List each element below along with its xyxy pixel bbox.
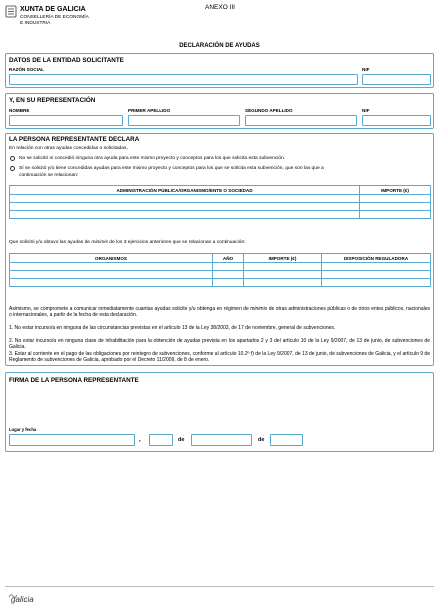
representative-section-title: Y, EN SU REPRESENTACIÓN (9, 97, 96, 104)
asimismo-paragraph: Asimismo, se compromete a comunicar inmediatamente cuantas ayudas solicite y/u obtenga en régimen de minimis de otras administraciones públicas o de otros entes públicos, nacionales o internacionales, a partir de la fecha de esta declaración. (9, 306, 430, 319)
minimis-statement: Que solicitó y/u obtuvo las ayudas de minimis de los 3 ejercicios anteriores que se relacionan a continuación: (9, 240, 246, 245)
xunta-shield-icon (5, 5, 17, 18)
option-yes-aid-label-line2: continuación se relacionan: (19, 173, 79, 178)
annex-label: ANEXO III (205, 4, 235, 11)
segundo-apellido-label: SEGUNDO APELLIDO (245, 108, 293, 113)
lugar-field[interactable] (9, 434, 135, 446)
galicia-logo-text: galicia (11, 595, 34, 604)
table-row[interactable] (10, 211, 431, 219)
xunta-logo (5, 5, 125, 35)
table-row[interactable] (10, 279, 431, 287)
primer-apellido-label: PRIMER APELLIDO (128, 108, 171, 113)
comma-separator: , (139, 437, 141, 443)
de-label-2: de (258, 437, 265, 443)
table-header-administracion: ADMINISTRACIÓN PÚBLICA/ORGANISMO/ENTE O SOCIEDAD (10, 186, 360, 195)
document-title: DECLARACIÓN DE AYUDAS (179, 43, 260, 49)
table-header-organismos: ORGANISMOS (10, 254, 213, 263)
declaration-item-2: 2. No estar incurso/a en ninguna clase de inhabilitación para la obtención de ayudas prevista en los apartados 2 y 3 del artículo 10 de la Ley 9/2007, de 13 de junio, de subvenciones de Galicia. (9, 338, 430, 351)
nombre-field[interactable] (9, 115, 123, 126)
declaration-item-3: 3. Estar al corriente en el pago de las obligaciones por reintegro de subvenciones, conforme al artículo 10.2º f) de la Ley 9/2007, de 13 de junio, de subvenciones de Galicia, y el artículo 9 de Reglamento de subvenciones de Galicia, aprobado por el Decreto 11/2009, de 8 de enero. (9, 351, 430, 364)
table-row[interactable] (10, 195, 431, 203)
footer-divider (5, 586, 434, 587)
option-yes-aid-radio[interactable] (10, 166, 15, 171)
option-no-aid-label: No se solicitó ni concedió ninguna otra ayuda para este mismo proyecto y conceptos para los que solicita esta subvención. (19, 156, 286, 161)
nombre-label: NOMBRE (9, 108, 30, 113)
declaration-item-1: 1. No estar incurso/a en ninguna de las circunstancias previstas en el artículo 13 de la Ley 38/2003, de 17 de noviembre, general de subvenciones. (9, 325, 336, 331)
table-header-importe: IMPORTE (€) (360, 186, 431, 195)
logo-subtitle-2: E INDUSTRIA (20, 21, 51, 26)
table-header-ano: AÑO (213, 254, 244, 263)
representative-nif-field[interactable] (362, 115, 431, 126)
option-no-aid-radio[interactable] (10, 156, 15, 161)
applicant-section-title: DATOS DE LA ENTIDAD SOLICITANTE (9, 57, 124, 64)
galicia-logo (9, 593, 49, 607)
razon-social-label: RAZÓN SOCIAL (9, 67, 44, 72)
declaration-section-title: LA PERSONA REPRESENTANTE DECLARA (9, 136, 140, 143)
declaration-intro: En relación con otras ayudas concedidas o solicitadas, (9, 146, 128, 151)
segundo-apellido-field[interactable] (245, 115, 357, 126)
year-field[interactable] (270, 434, 303, 446)
primer-apellido-field[interactable] (128, 115, 240, 126)
applicant-nif-label: NIF (362, 67, 370, 72)
representative-nif-label: NIF (362, 108, 370, 113)
logo-title: XUNTA DE GALICIA (20, 6, 86, 13)
table-row[interactable] (10, 203, 431, 211)
minimis-aids-table (9, 253, 431, 287)
day-field[interactable] (149, 434, 173, 446)
razon-social-field[interactable] (9, 74, 358, 85)
month-field[interactable] (191, 434, 252, 446)
other-aids-table (9, 185, 431, 219)
signature-section-title: FIRMA DE LA PERSONA REPRESENTANTE (9, 377, 139, 384)
table-header-importe-2: IMPORTE (€) (244, 254, 322, 263)
applicant-nif-field[interactable] (362, 74, 431, 85)
lugar-fecha-label: Lugar y fecha (9, 427, 37, 432)
table-row[interactable] (10, 263, 431, 271)
logo-subtitle-1: CONSELLERÍA DE ECONOMÍA (20, 15, 89, 20)
de-label-1: de (178, 437, 185, 443)
table-row[interactable] (10, 271, 431, 279)
table-header-disposicion: DISPOSICIÓN REGULADORA (322, 254, 431, 263)
option-yes-aid-label-line1: Sí se solicitó y/o tiene concedidas ayudas para este mismo proyecto y conceptos para los que se solicita esta subvención, que son las que a (19, 166, 324, 171)
